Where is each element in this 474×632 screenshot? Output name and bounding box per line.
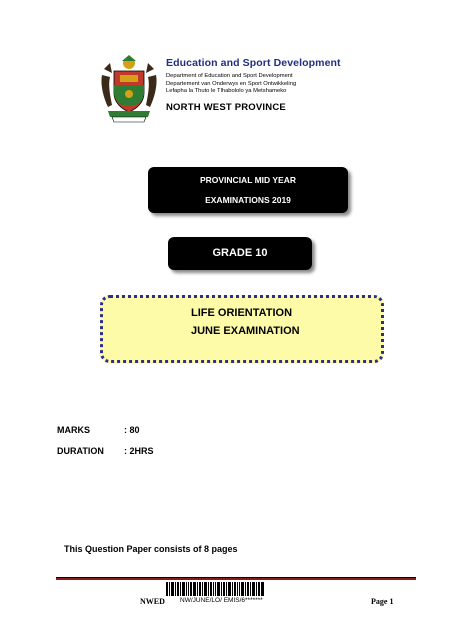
coat-of-arms-icon [98, 55, 160, 123]
department-line-afrikaans: Departement van Onderwys en Sport Ontwikkeling [166, 80, 297, 87]
department-header [166, 57, 341, 113]
footer-code: NW/JUNE/LO/ EMIS/6******* [180, 597, 263, 604]
grade-box: GRADE 10 [168, 237, 312, 270]
duration-value: : 2HRS [124, 446, 154, 456]
page-number: Page 1 [371, 597, 394, 606]
subject-title: LIFE ORIENTATION [191, 307, 293, 319]
pages-note: This Question Paper consists of 8 pages [64, 544, 238, 554]
department-line-setswana: Lefapha la Thuto le Tlhabololo ya Metshameko [166, 88, 287, 95]
exam-type: JUNE EXAMINATION [191, 325, 300, 337]
footer-left: NWED [140, 597, 165, 606]
marks-value: : 80 [124, 425, 140, 435]
subject-box [100, 295, 384, 363]
marks-label: MARKS [57, 425, 90, 435]
department-line-english: Department of Education and Sport Development [166, 73, 293, 79]
duration-label: DURATION [57, 446, 104, 456]
exam-title-box [148, 167, 348, 213]
footer-divider-red [56, 578, 416, 580]
province-name: NORTH WEST PROVINCE [166, 101, 286, 113]
department-title: Education and Sport Development [166, 57, 341, 69]
exam-title-line1: PROVINCIAL MID YEAR [199, 175, 297, 185]
exam-title-line2: EXAMINATIONS 2019 [205, 195, 291, 205]
barcode-icon [166, 582, 264, 596]
